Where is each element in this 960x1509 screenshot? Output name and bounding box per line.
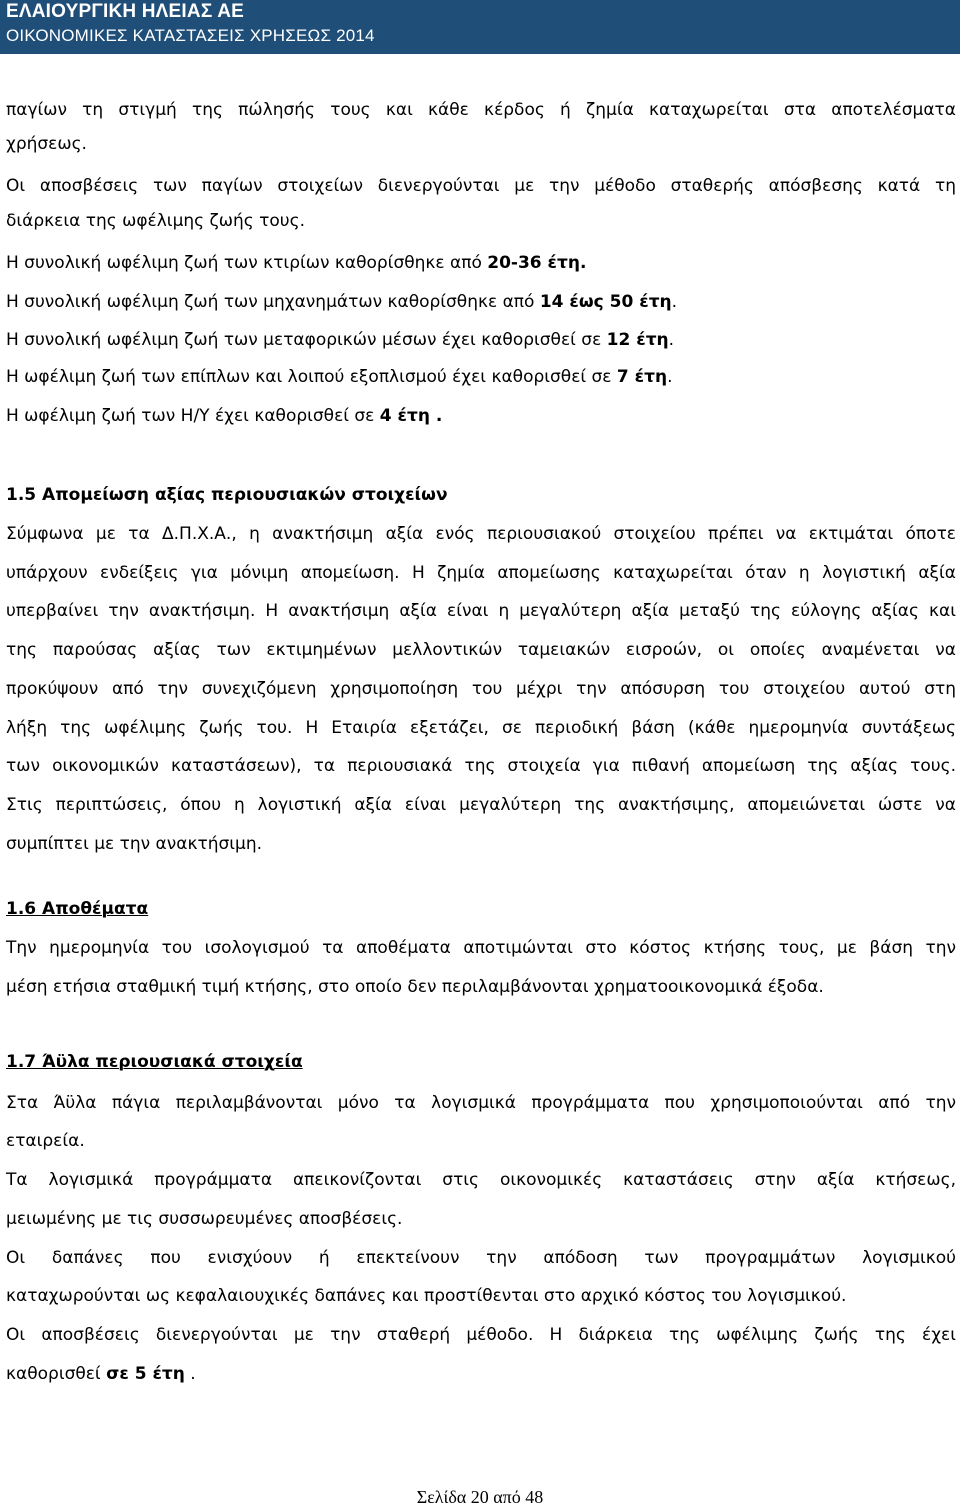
- inventories-line-2: μέση ετήσια σταθμική τιμή κτήσης, στο οποίο δεν περιλαμβάνονται χρηματοοικονομικά έξοδα.: [6, 977, 824, 997]
- useful-life-vehicles-text: Η συνολική ωφέλιμη ζωή των μεταφορικών μέσων έχει καθορισθεί σε: [6, 330, 607, 350]
- intangibles-line-6: καταχωρούνται ως κεφαλαιουχικές δαπάνες και προστίθενται στο αρχικό κόστος του λογισμικού.: [6, 1286, 847, 1306]
- useful-life-buildings-text: Η συνολική ωφέλιμη ζωή των κτιρίων καθορίσθηκε από: [6, 253, 488, 273]
- intangibles-life-value: σε 5 έτη: [106, 1364, 185, 1384]
- section-heading-intangibles: 1.7 Άϋλα περιουσιακά στοιχεία: [6, 1052, 303, 1072]
- document-header: [0, 0, 960, 54]
- useful-life-furniture-tail: .: [667, 367, 673, 387]
- section-heading-impairment: 1.5 Απομείωση αξίας περιουσιακών στοιχείων: [6, 485, 448, 505]
- intro-line-4: διάρκεια της ωφέλιμης ζωής τους.: [6, 211, 306, 231]
- useful-life-furniture-value: 7 έτη: [616, 367, 668, 387]
- page-number: Σελίδα 20 από 48: [416, 1487, 544, 1507]
- inventories-line-1: Την ημερομηνία του ισολογισμού τα αποθέματα αποτιμώνται στο κόστος κτήσης τους, με βάση την: [6, 938, 956, 958]
- intangibles-line-4: μειωμένης με τις συσσωρευμένες αποσβέσεις.: [6, 1209, 403, 1229]
- impairment-line-5: προκύψουν από την συνεχιζόμενη χρησιμοποίηση του μέχρι την απόσυρση του στοιχείου αυτού στη: [6, 679, 956, 699]
- useful-life-vehicles: [6, 328, 674, 352]
- useful-life-computers-value: 4 έτη .: [379, 406, 443, 426]
- impairment-line-4: της παρούσας αξίας των εκτιμημένων μελλοντικών ταμειακών εισροών, οι οποίες αναμένεται να: [6, 640, 956, 660]
- useful-life-furniture-text: Η ωφέλιμη ζωή των επίπλων και λοιπού εξοπλισμού έχει καθορισθεί σε: [6, 367, 617, 387]
- useful-life-machinery-tail: .: [671, 292, 678, 312]
- useful-life-buildings-value: 20-36 έτη.: [487, 253, 587, 273]
- impairment-line-1: Σύμφωνα με τα Δ.Π.Χ.Α., η ανακτήσιμη αξία ενός περιουσιακού στοιχείου πρέπει να εκτιμάται όποτε: [6, 524, 956, 544]
- useful-life-furniture: [6, 365, 672, 389]
- useful-life-computers-text: Η ωφέλιμη ζωή των Η/Υ έχει καθορισθεί σε: [6, 406, 380, 426]
- impairment-line-7: των οικονομικών καταστάσεων), τα περιουσιακά της στοιχεία για πιθανή απομείωση της αξίας τους.: [6, 756, 956, 776]
- impairment-line-2: υπάρχουν ενδείξεις για μόνιμη απομείωση. Η ζημία απομείωσης καταχωρείται όταν η λογιστική αξία: [6, 563, 956, 583]
- impairment-line-8: Στις περιπτώσεις, όπου η λογιστική αξία είναι μεγαλύτερη της ανακτήσιμης, απομειώνεται ώστε να: [6, 795, 956, 815]
- intro-line-2: χρήσεως.: [6, 134, 87, 154]
- useful-life-machinery-value: 14 έως 50 έτη: [539, 292, 672, 312]
- impairment-line-6: λήξη της ωφέλιμης ζωής του. Η Εταιρία εξετάζει, σε περιοδική βάση (κάθε ημερομηνία συντάξεως: [6, 718, 956, 738]
- section-heading-inventories: 1.6 Αποθέματα: [6, 899, 149, 919]
- impairment-line-9: συμπίπτει με την ανακτήσιμη.: [6, 834, 263, 854]
- intangibles-line-2: εταιρεία.: [6, 1131, 85, 1151]
- useful-life-computers: [6, 404, 442, 428]
- intangibles-line-1: Στα Άϋλα πάγια περιλαμβάνονται μόνο τα λογισμικά προγράμματα που χρησιμοποιούνται από την: [6, 1093, 956, 1113]
- document-subtitle: ΟΙΚΟΝΟΜΙΚΕΣ ΚΑΤΑΣΤΑΣΕΙΣ ΧΡΗΣΕΩΣ 2014: [6, 26, 375, 45]
- intangibles-line-8: [6, 1362, 196, 1386]
- impairment-line-3: υπερβαίνει την ανακτήσιμη. Η ανακτήσιμη αξία είναι η μεγαλύτερη αξία μεταξύ της εύλογης αξίας και: [6, 601, 956, 621]
- intangibles-line-3: Τα λογισμικά προγράμματα απεικονίζονται στις οικονομικές καταστάσεις στην αξία κτήσεως,: [6, 1170, 956, 1190]
- intro-line-3: Οι αποσβέσεις των παγίων στοιχείων διενεργούνται με την μέθοδο σταθερής απόσβεσης κατά τη: [6, 176, 956, 196]
- intangibles-line-8-text: καθορισθεί: [6, 1364, 107, 1384]
- intangibles-line-5: Οι δαπάνες που ενισχύουν ή επεκτείνουν την απόδοση των προγραμμάτων λογισμικού: [6, 1248, 956, 1268]
- useful-life-machinery: [6, 290, 677, 314]
- useful-life-machinery-text: Η συνολική ωφέλιμη ζωή των μηχανημάτων καθορίσθηκε από: [6, 292, 540, 312]
- useful-life-vehicles-value: 12 έτη: [606, 330, 669, 350]
- intro-line-1: παγίων τη στιγμή της πώλησής τους και κάθε κέρδος ή ζημία καταχωρείται στα αποτελέσματα: [6, 100, 956, 120]
- company-name: ΕΛΑΙΟΥΡΓΙΚΗ ΗΛΕΙΑΣ ΑΕ: [6, 1, 244, 22]
- useful-life-vehicles-tail: .: [668, 330, 675, 350]
- intangibles-line-8-tail: .: [184, 1364, 196, 1384]
- intangibles-line-7: Οι αποσβέσεις διενεργούνται με την σταθερή μέθοδο. Η διάρκεια της ωφέλιμης ζωής της έχει: [6, 1325, 956, 1345]
- useful-life-buildings: [6, 251, 586, 275]
